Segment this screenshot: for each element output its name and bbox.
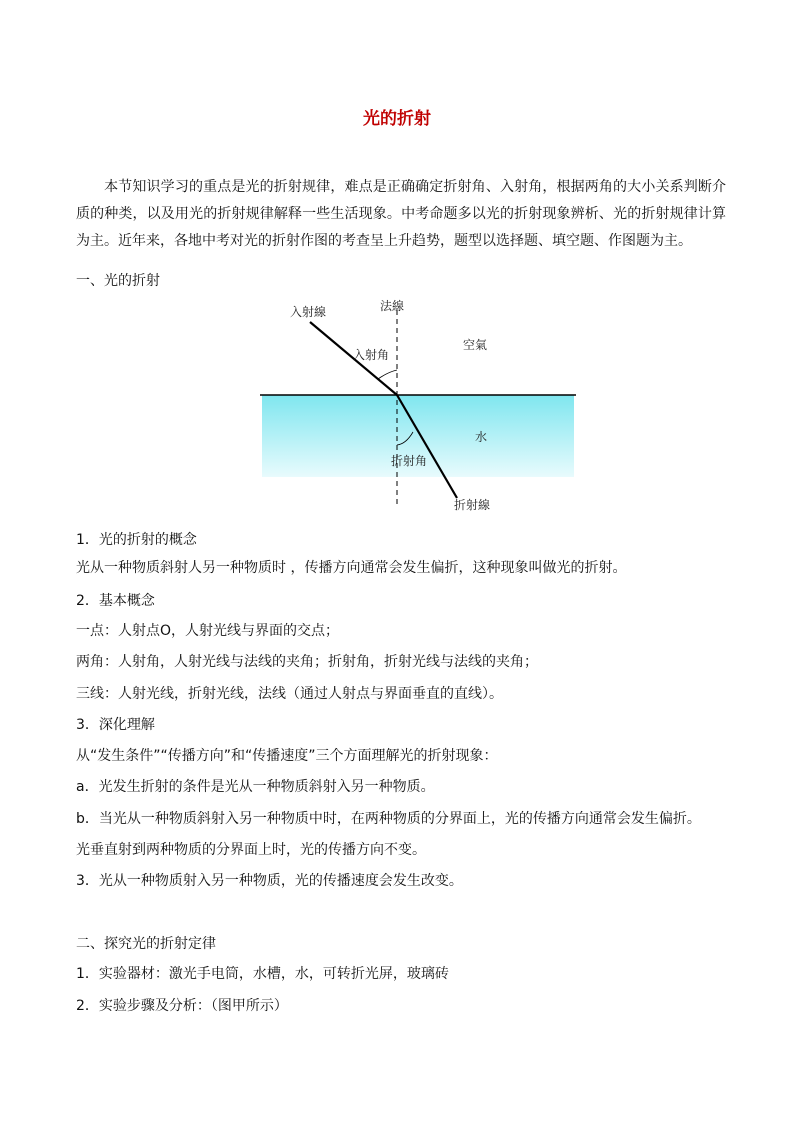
item3-a: a．光发生折射的条件是光从一种物质斜射入另一种物质。 — [76, 779, 435, 795]
item3-b1: b．当光从一种物质斜射入另一种物质中时，在两种物质的分界面上，光的传播方向通常会发生偏折。 — [76, 811, 701, 827]
item2-lines: 三线：人射光线，折射光线，法线（通过人射点与界面垂直的直线）。 — [76, 686, 503, 702]
incident-ray-label: 入射線 — [290, 305, 327, 319]
item3-b2: 光垂直射到两种物质的分界面上时，光的传播方向不变。 — [76, 842, 426, 858]
item2-point: 一点：人射点O，人射光线与界面的交点； — [76, 623, 340, 639]
intro-text: 本节知识学习的重点是光的折射规律，难点是正确确定折射角、入射角，根据两角的大小关系判断介质的种类，以及用光的折射规律解释一些生活现象。中考命题多以光的折射现象辨析、光的折射规律计算为主。近年来，各地中考对光的折射作图的考查呈上升趋势，题型以选择题、填空题、作图题为主。 — [76, 179, 726, 249]
section2-item2: 2．实验步骤及分析：（图甲所示） — [76, 998, 288, 1014]
incident-angle-label: 入射角 — [353, 348, 390, 362]
item3-c: 3．光从一种物质射入另一种物质，光的传播速度会发生改变。 — [76, 873, 463, 889]
refraction-diagram — [258, 292, 578, 520]
item1-heading: 1．光的折射的概念 — [76, 532, 197, 548]
section2-heading: 二、探究光的折射定律 — [76, 936, 216, 952]
intro-paragraph — [76, 174, 726, 255]
section2-item1: 1．实验器材：激光手电筒，水槽，水，可转折光屏，玻璃砖 — [76, 966, 449, 982]
refracted-ray-label: 折射線 — [454, 498, 491, 512]
page-title: 光的折射 — [363, 109, 431, 129]
water-label: 水 — [475, 430, 488, 444]
refraction-angle-label: 折射角 — [391, 454, 428, 468]
air-label: 空氣 — [463, 338, 488, 352]
section1-heading: 一、光的折射 — [76, 273, 160, 289]
item2-heading: 2．基本概念 — [76, 593, 155, 609]
incident-angle-arc — [378, 370, 397, 379]
item1-text: 光从一种物质斜射人另一种物质时 ，传播方向通常会发生偏折，这种现象叫做光的折射。 — [76, 560, 627, 576]
item2-angles: 两角：人射角，人射光线与法线的夹角；折射角，折射光线与法线的夹角； — [76, 654, 538, 670]
normal-label: 法線 — [380, 299, 405, 313]
item3-intro: 从“发生条件”“传播方向”和“传播速度”三个方面理解光的折射现象： — [76, 748, 498, 764]
item3-heading: 3．深化理解 — [76, 717, 155, 733]
